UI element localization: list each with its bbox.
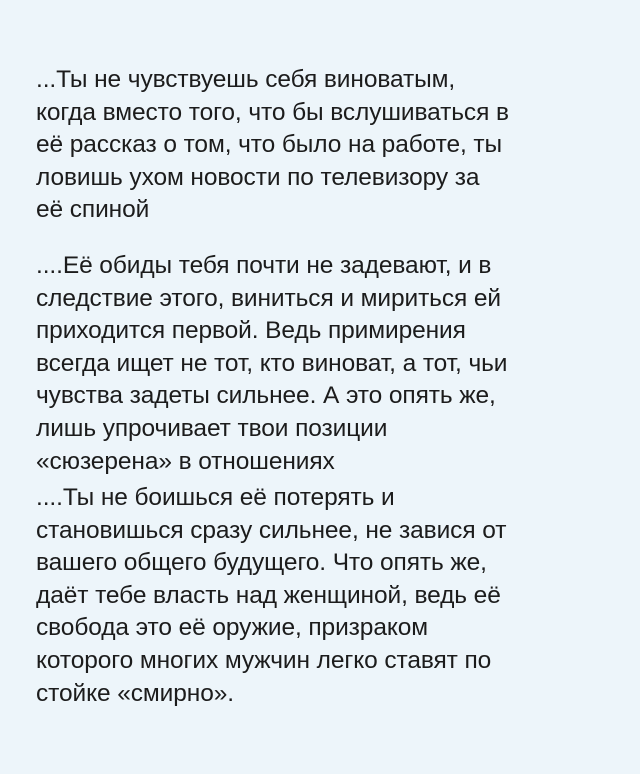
paragraph-2 [36, 250, 507, 478]
paragraph-line: приходится первой. Ведь примирения [36, 317, 466, 345]
paragraph-1 [36, 64, 509, 227]
paragraph-line: её рассказ о том, что было на работе, ты [36, 131, 503, 159]
paragraph-line: лишь упрочивает твои позиции [36, 414, 388, 442]
paragraph-line: вашего общего будущего. Что опять же, [36, 549, 487, 577]
paragraph-line: когда вместо того, что бы вслушиваться в [36, 98, 509, 126]
paragraph-line: всегда ищет не тот, кто виноват, а тот, чьи [36, 349, 508, 377]
paragraph-line: даёт тебе власть над женщиной, ведь её [36, 581, 501, 609]
paragraph-3 [36, 482, 506, 710]
paragraph-line: свобода это её оружие, призраком [36, 614, 429, 642]
paragraph-line: которого многих мужчин легко ставят по [36, 646, 492, 674]
paragraph-line: ловишь ухом новости по телевизору за [36, 163, 480, 191]
paragraph-line: стойке «смирно». [36, 679, 234, 707]
paragraph-line: её спиной [36, 196, 150, 224]
paragraph-line: чувства задеты сильнее. А это опять же, [36, 382, 496, 410]
paragraph-line: «сюзерена» в отношениях [36, 447, 335, 475]
paragraph-line: ....Ты не боишься её потерять и [36, 484, 395, 511]
paragraph-line: ....Её обиды тебя почти не задевают, и в [36, 252, 492, 279]
paragraph-line: ...Ты не чувствуешь себя виноватым, [36, 66, 456, 93]
paragraph-line: следствие этого, виниться и мириться ей [36, 284, 501, 312]
paragraph-line: становишься сразу сильнее, не завися от [36, 516, 507, 544]
